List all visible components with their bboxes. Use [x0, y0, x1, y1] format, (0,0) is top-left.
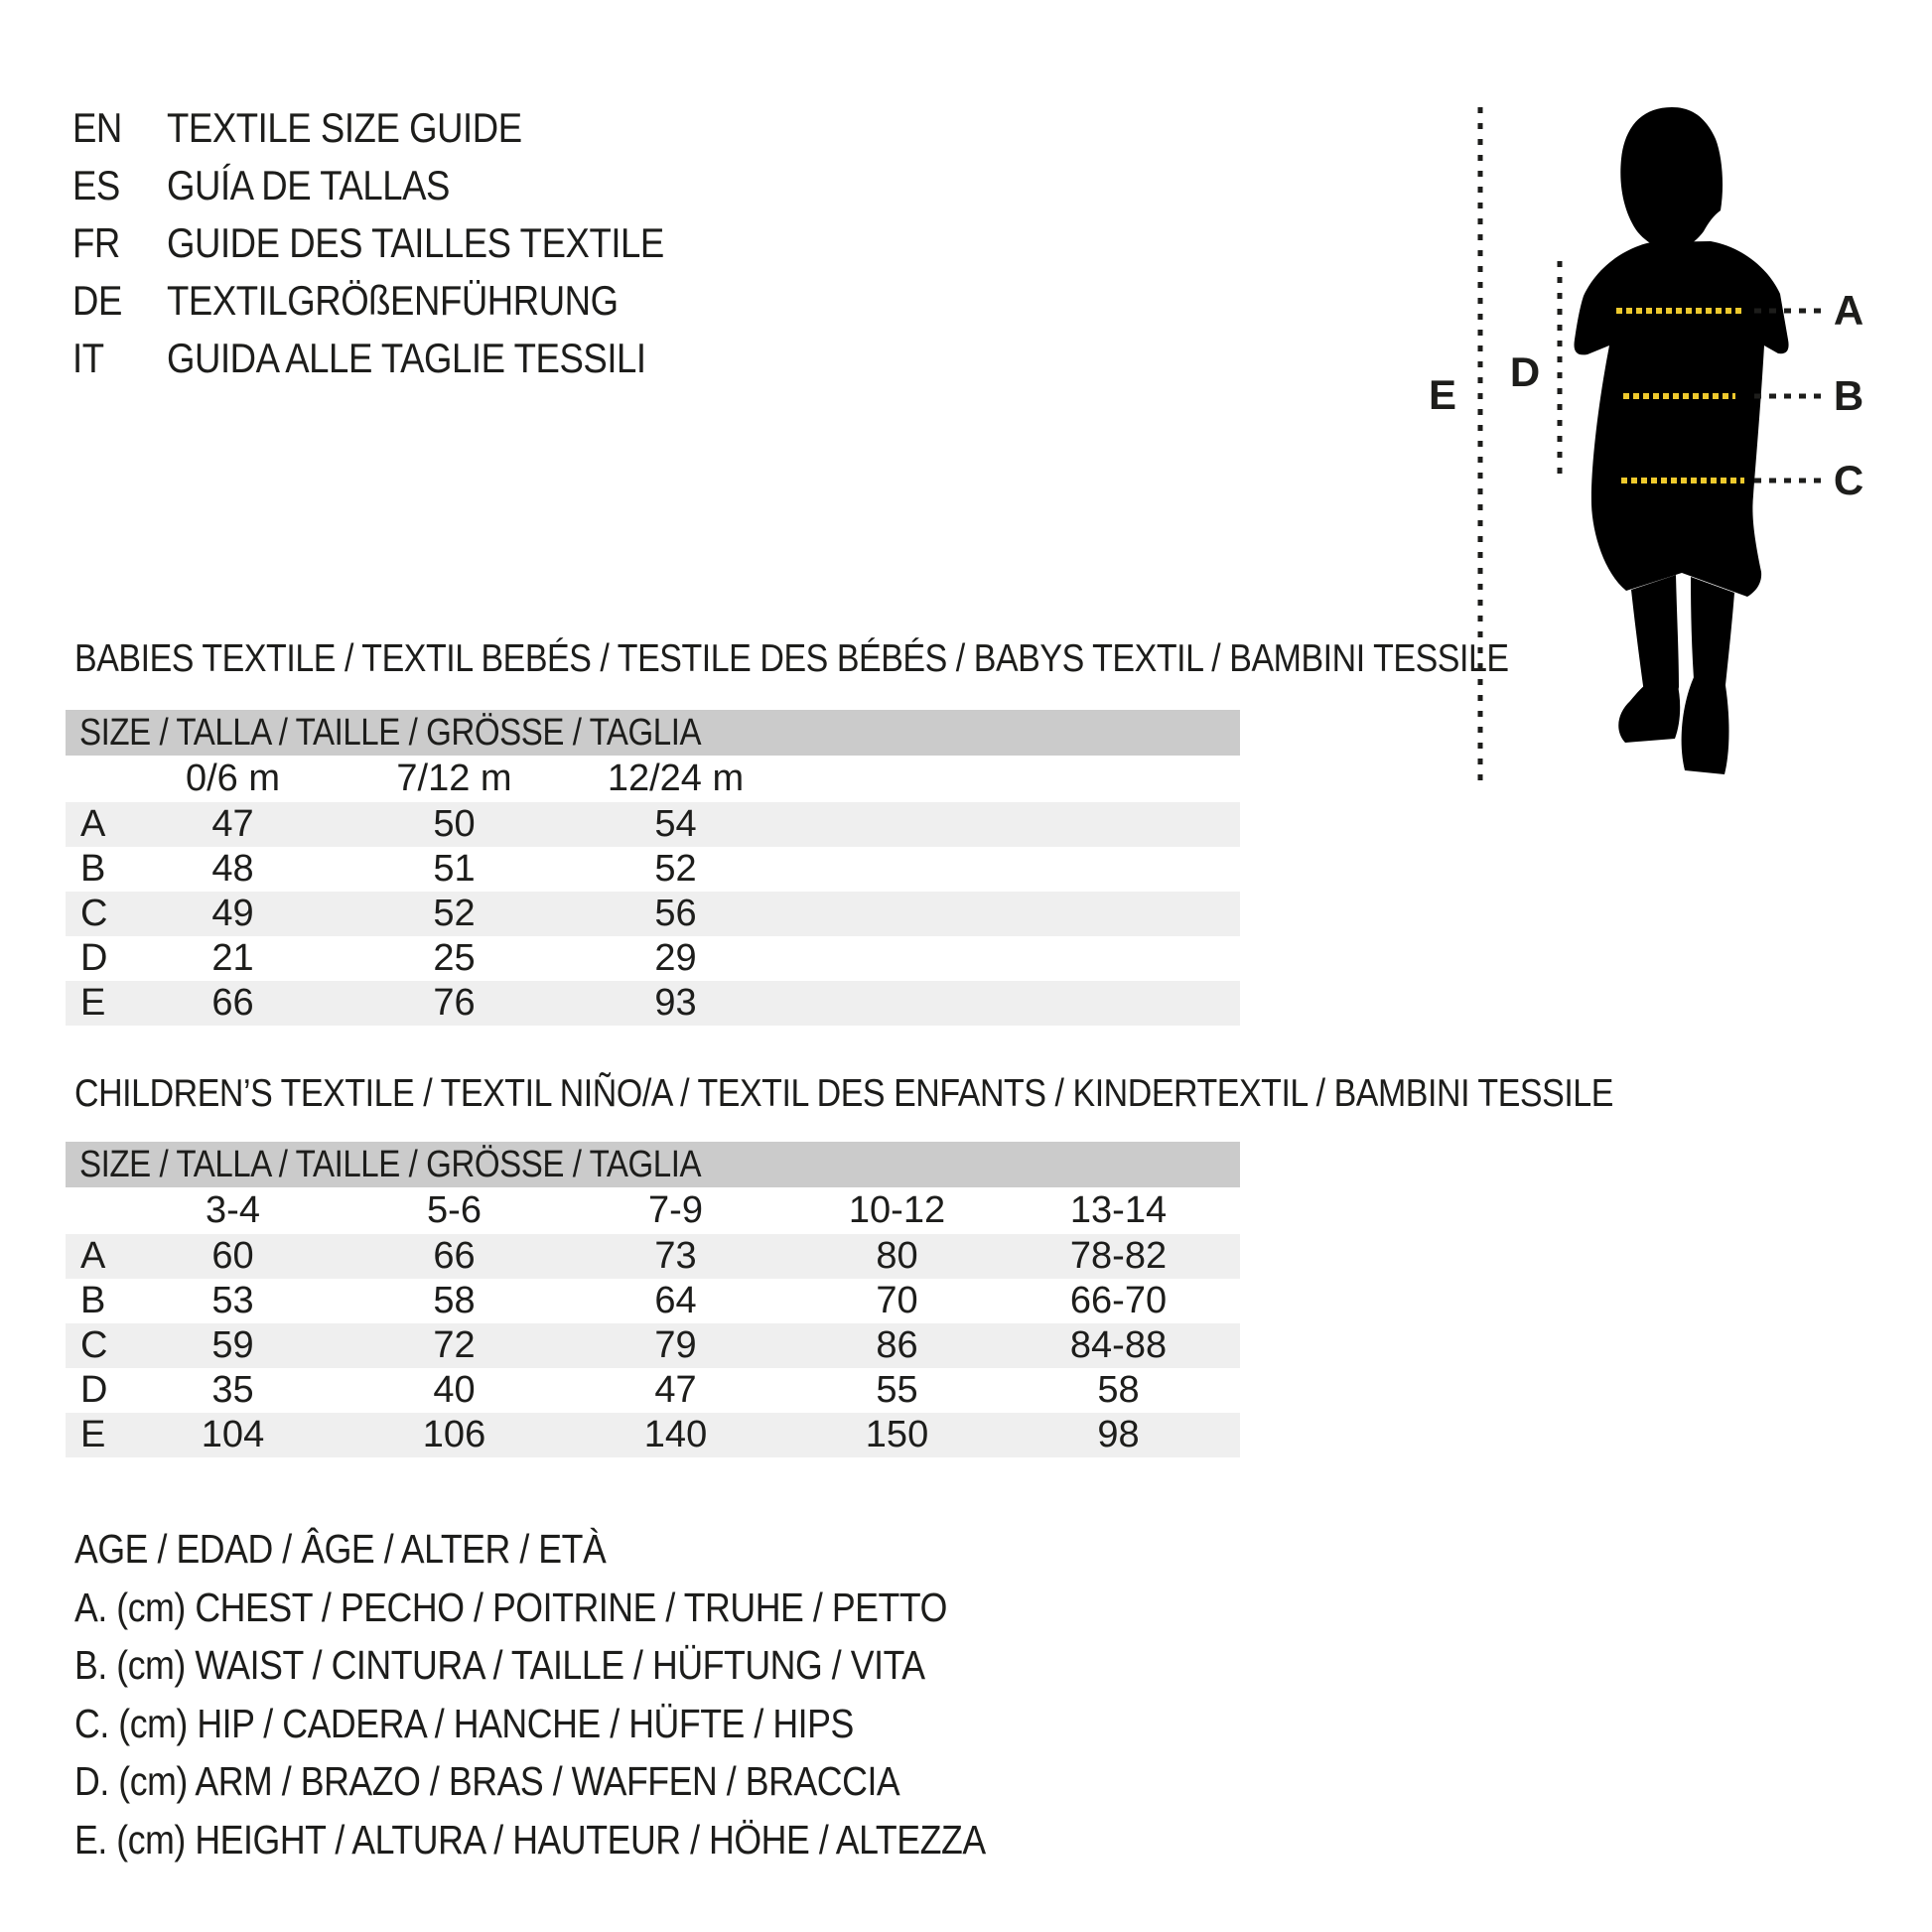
babies-row-label: E [80, 982, 106, 1024]
language-code-text: DE [72, 277, 122, 324]
children-cell: 98 [1097, 1414, 1140, 1455]
babies-cell: 52 [433, 893, 476, 934]
legend-line-3 [74, 1695, 1122, 1753]
babies-table-row-e [66, 981, 1240, 1026]
babies-cell: 56 [654, 893, 697, 934]
children-cell: 40 [433, 1369, 476, 1411]
children-table-row-a [66, 1234, 1240, 1279]
legend-line-4 [74, 1752, 1122, 1811]
children-column-header: 3-4 [206, 1189, 260, 1231]
language-title-text: TEXTILE SIZE GUIDE [167, 104, 522, 151]
language-code-text: FR [72, 219, 120, 266]
language-row-fr [72, 214, 739, 272]
children-table-header-text: SIZE / TALLA / TAILLE / GRÖSSE / TAGLIA [79, 1143, 702, 1185]
children-column-header: 13-14 [1069, 1189, 1168, 1231]
babies-section-title [74, 637, 1723, 681]
babies-section-title-text: BABIES TEXTILE / TEXTIL BEBÉS / TESTILE DES BÉBÉS / BABYS TEXTIL / BAMBINI TESSILE [74, 637, 1509, 680]
language-title-text: GUIDA ALLE TAGLIE TESSILI [167, 335, 646, 381]
babies-column-header: 12/24 m [607, 758, 745, 799]
language-title-text: GUÍA DE TALLAS [167, 162, 451, 208]
children-row-label: B [80, 1280, 106, 1321]
children-table-row-c [66, 1323, 1240, 1368]
children-cell: 80 [876, 1235, 918, 1277]
language-code [72, 335, 167, 382]
measurement-legend [74, 1520, 1122, 1868]
babies-cell: 21 [211, 937, 254, 979]
children-cell: 104 [201, 1414, 265, 1455]
babies-cell: 51 [433, 848, 476, 890]
children-cell: 106 [422, 1414, 486, 1455]
legend-line-text: D. (cm) ARM / BRAZO / BRAS / WAFFEN / BRACCIA [74, 1758, 900, 1804]
babies-row-label: A [80, 803, 106, 845]
babies-cell: 50 [433, 803, 476, 845]
children-cell: 86 [876, 1324, 918, 1366]
language-row-de [72, 272, 739, 330]
language-title-text: GUIDE DES TAILLES TEXTILE [167, 219, 664, 266]
figure-label-e: E [1428, 371, 1456, 418]
babies-cell: 93 [654, 982, 697, 1024]
children-cell: 66 [433, 1235, 476, 1277]
language-row-en [72, 99, 739, 157]
language-title [167, 162, 492, 209]
babies-cell: 66 [211, 982, 254, 1024]
children-cell: 72 [433, 1324, 476, 1366]
children-cell: 55 [876, 1369, 918, 1411]
babies-cell: 54 [654, 803, 697, 845]
babies-cell: 48 [211, 848, 254, 890]
children-row-label: E [80, 1414, 106, 1455]
children-column-header: 7-9 [648, 1189, 703, 1231]
babies-column-header-row [66, 756, 1240, 802]
children-cell: 150 [865, 1414, 929, 1455]
babies-size-table [66, 710, 1240, 1026]
legend-line-text: C. (cm) HIP / CADERA / HANCHE / HÜFTE / HIPS [74, 1700, 854, 1746]
language-code [72, 219, 167, 267]
language-title-list [72, 99, 739, 387]
children-column-header: 5-6 [427, 1189, 482, 1231]
language-code [72, 162, 167, 209]
children-cell: 79 [654, 1324, 697, 1366]
language-code-text: EN [72, 104, 122, 151]
language-title [167, 335, 718, 382]
children-row-label: A [80, 1235, 106, 1277]
babies-cell: 49 [211, 893, 254, 934]
babies-row-label: C [80, 893, 108, 934]
children-cell: 47 [654, 1369, 697, 1411]
children-row-label: D [80, 1369, 108, 1411]
babies-cell: 76 [433, 982, 476, 1024]
babies-column-header: 0/6 m [185, 758, 281, 799]
babies-column-header: 7/12 m [396, 758, 512, 799]
babies-row-label: B [80, 848, 106, 890]
children-column-header-row [66, 1187, 1240, 1234]
children-column-header: 10-12 [848, 1189, 946, 1231]
babies-table-row-b [66, 847, 1240, 892]
babies-table-row-d [66, 936, 1240, 981]
child-silhouette-figure [1420, 79, 1896, 794]
figure-label-c: C [1833, 457, 1864, 503]
children-cell: 73 [654, 1235, 697, 1277]
figure-label-d: D [1509, 348, 1541, 395]
children-cell: 78-82 [1069, 1235, 1168, 1277]
babies-table-header-bar [66, 710, 1240, 756]
language-title-text: TEXTILGRÖßENFÜHRUNG [167, 277, 619, 324]
language-row-it [72, 330, 739, 387]
children-table-row-b [66, 1279, 1240, 1323]
babies-cell: 47 [211, 803, 254, 845]
children-cell: 60 [211, 1235, 254, 1277]
children-cell: 64 [654, 1280, 697, 1321]
legend-line-text: AGE / EDAD / ÂGE / ALTER / ETÀ [74, 1526, 607, 1572]
children-table-row-d [66, 1368, 1240, 1413]
figure-label-b: B [1833, 372, 1864, 419]
legend-line-text: E. (cm) HEIGHT / ALTURA / HAUTEUR / HÖHE / ALTEZZA [74, 1816, 986, 1863]
children-cell: 35 [211, 1369, 254, 1411]
babies-row-label: D [80, 937, 108, 979]
children-cell: 140 [643, 1414, 708, 1455]
legend-line-2 [74, 1636, 1122, 1695]
children-table-row-e [66, 1413, 1240, 1457]
babies-cell: 25 [433, 937, 476, 979]
language-row-es [72, 157, 739, 214]
language-code [72, 277, 167, 325]
children-size-table [66, 1142, 1240, 1457]
babies-table-row-a [66, 802, 1240, 847]
babies-table-header-text: SIZE / TALLA / TAILLE / GRÖSSE / TAGLIA [79, 711, 702, 754]
language-code [72, 104, 167, 152]
children-cell: 84-88 [1069, 1324, 1168, 1366]
silhouette-torso [1575, 241, 1789, 597]
children-section-title-text: CHILDREN’S TEXTILE / TEXTIL NIÑO/A / TEXTIL DES ENFANTS / KINDERTEXTIL / BAMBINI TESSILE [74, 1072, 1613, 1115]
language-title [167, 277, 686, 325]
babies-cell: 29 [654, 937, 697, 979]
babies-table-row-c [66, 892, 1240, 936]
children-section-title [74, 1072, 1844, 1116]
language-code-text: IT [72, 335, 104, 381]
silhouette-left-shoe [1618, 681, 1680, 743]
children-row-label: C [80, 1324, 108, 1366]
silhouette-right-shoe [1682, 675, 1729, 774]
legend-line-text: A. (cm) CHEST / PECHO / POITRINE / TRUHE / PETTO [74, 1584, 947, 1630]
children-cell: 53 [211, 1280, 254, 1321]
children-cell: 58 [1097, 1369, 1140, 1411]
legend-line-0 [74, 1520, 1122, 1579]
language-title [167, 219, 739, 267]
language-code-text: ES [72, 162, 120, 208]
children-cell: 70 [876, 1280, 918, 1321]
children-cell: 58 [433, 1280, 476, 1321]
babies-cell: 52 [654, 848, 697, 890]
legend-line-text: B. (cm) WAIST / CINTURA / TAILLE / HÜFTUNG / VITA [74, 1642, 925, 1688]
language-title [167, 104, 575, 152]
legend-line-5 [74, 1811, 1122, 1869]
figure-label-a: A [1833, 287, 1864, 334]
children-table-header-bar [66, 1142, 1240, 1187]
legend-line-1 [74, 1579, 1122, 1637]
children-cell: 59 [211, 1324, 254, 1366]
children-cell: 66-70 [1069, 1280, 1168, 1321]
